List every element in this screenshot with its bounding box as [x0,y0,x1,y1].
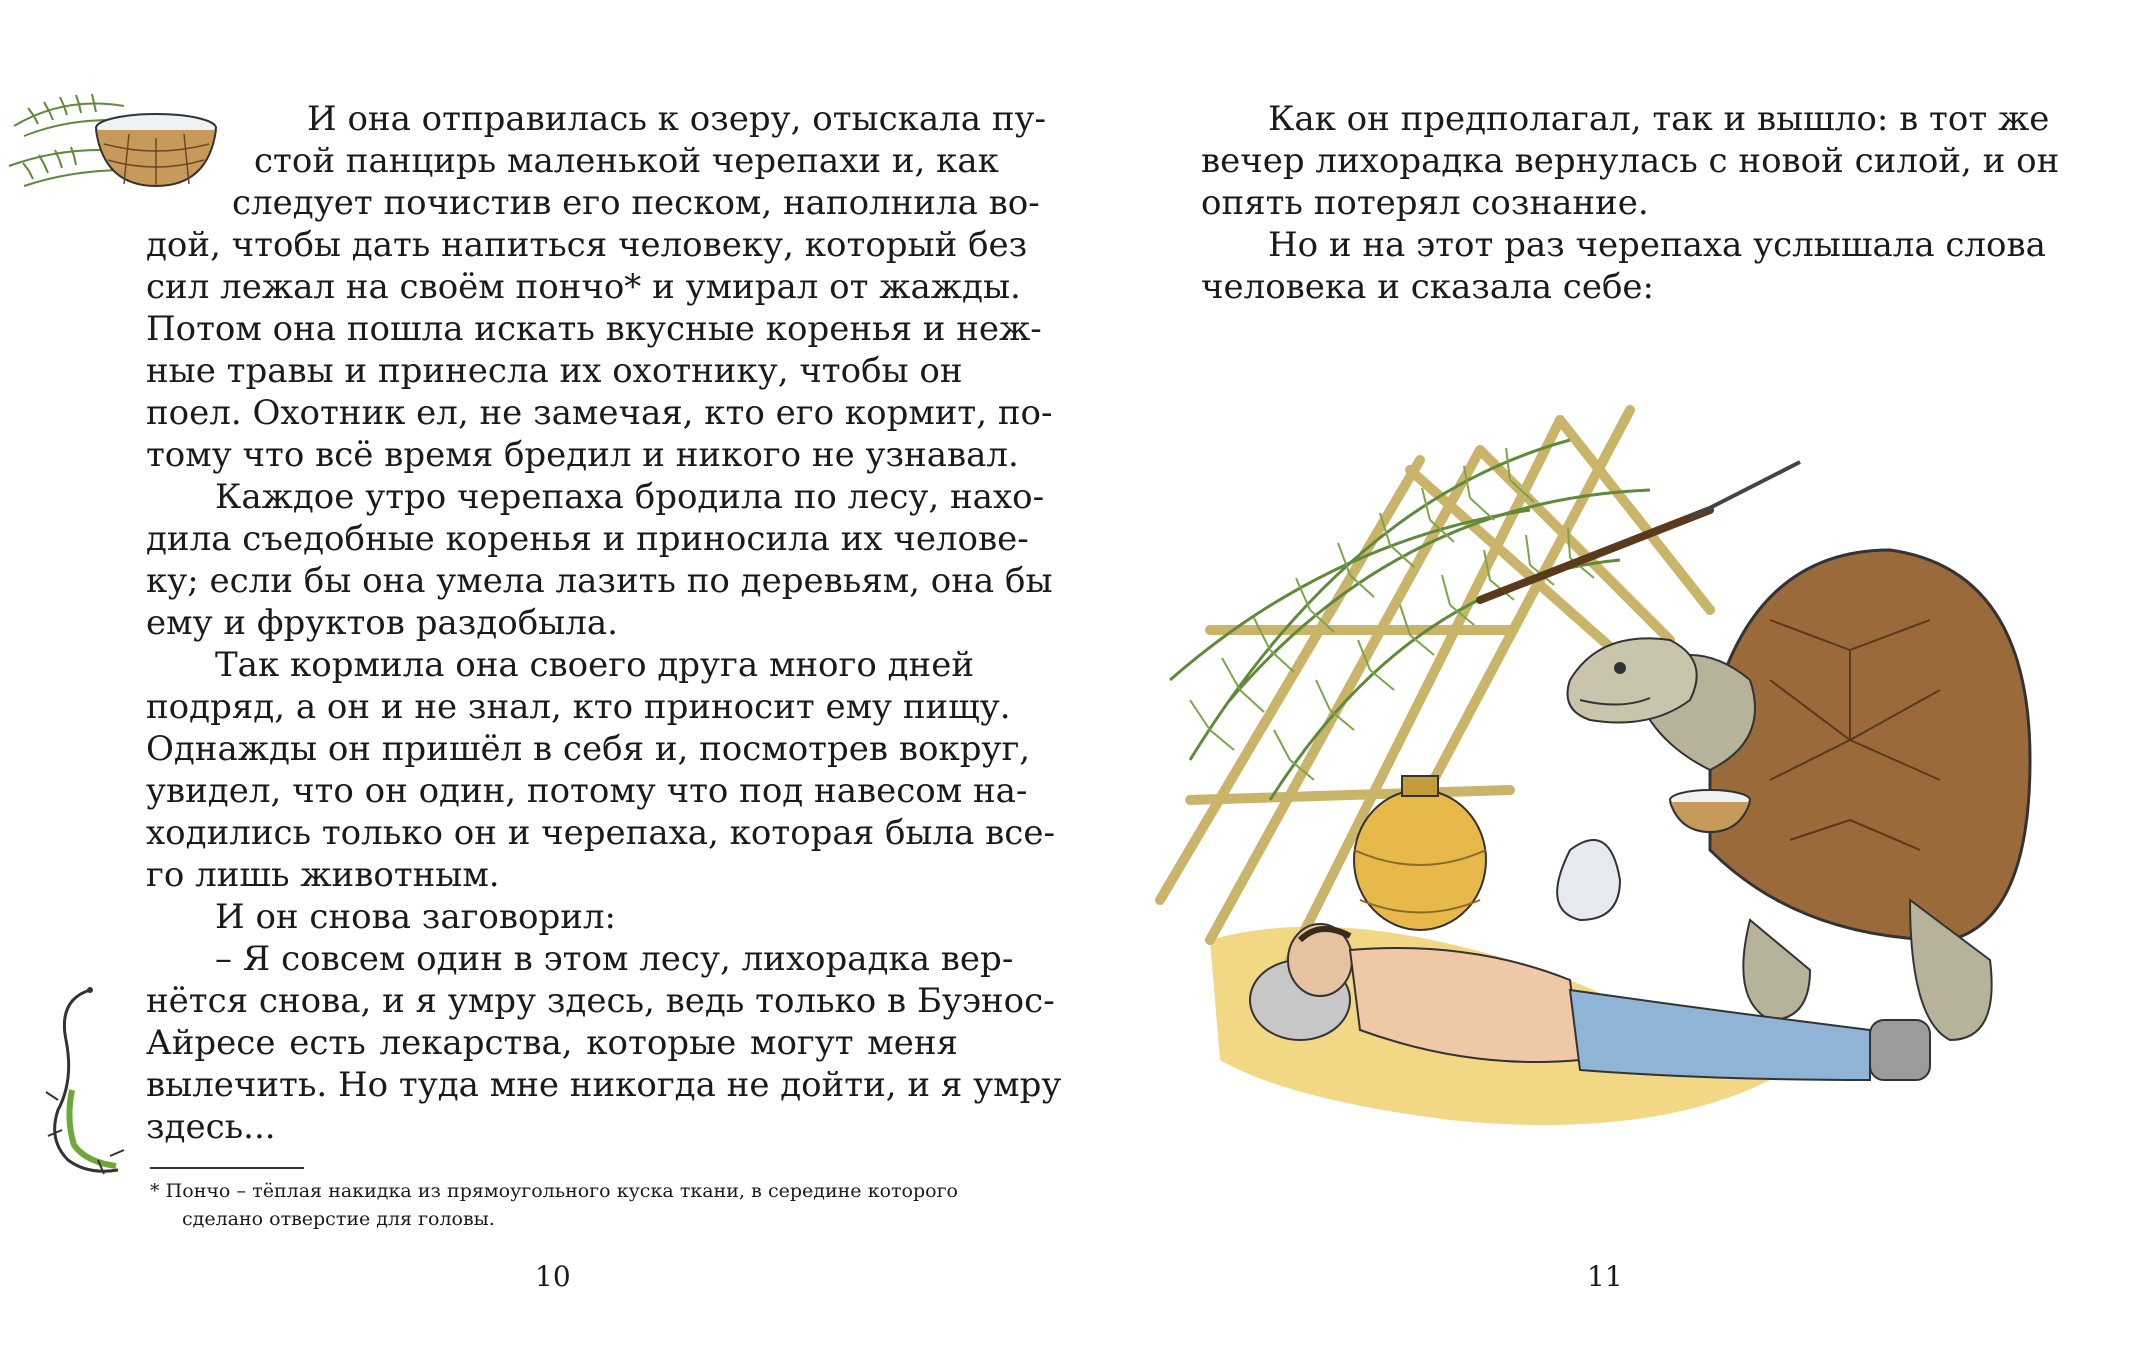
text-line: нётся снова, и я умру здесь, ведь только в Буэнос- [146,981,1055,1021]
text-line: ему и фруктов раздобыла. [146,603,618,643]
page-number-left: 10 [535,1260,571,1293]
footnote-line: * Пончо – тёплая накидка из прямоугольного куска ткани, в середине которого [150,1180,958,1202]
text-line: Как он предполагал, так и вышло: в тот же [1268,99,2050,139]
text-line: тому что всё время бредил и никого не узнавал. [146,435,1019,475]
text-line: дой, чтобы дать напиться человеку, который без [146,225,1028,265]
bowl-illustration [4,86,224,196]
text-line: ходились только он и черепаха, которая была все- [146,813,1055,853]
text-line: Так кормила она своего друга много дней [215,645,974,685]
text-line: человека и сказала себе: [1201,267,1654,307]
text-line: опять потерял сознание. [1201,183,1649,223]
text-line: И он снова заговорил: [215,897,616,937]
text-line: вылечить. Но туда мне никогда не дойти, и я умру [146,1065,1062,1105]
text-line: Но и на этот раз черепаха услышала слова [1268,225,2046,265]
text-line: следует почистив его песком, наполнила во- [232,183,1040,223]
text-line: дила съедобные коренья и приносила их челове- [146,519,1029,559]
text-line: подряд, а он и не знал, кто приносит ему пищу. [146,687,1011,727]
footnote-rule [150,1167,304,1169]
text-line: сил лежал на своём пончо* и умирал от жажды. [146,267,1021,307]
right-page [1068,0,2136,1349]
text-line: вечер лихорадка вернулась с новой силой, и он [1201,141,2060,181]
text-line: го лишь животным. [146,855,500,895]
text-line: поел. Охотник ел, не замечая, кто его кормит, по- [146,393,1053,433]
footnote-line: сделано отверстие для головы. [182,1208,495,1230]
text-line: ку; если бы она умела лазить по деревьям, она бы [146,561,1053,601]
tortoise-hunter-illustration [1150,380,2050,1160]
text-line: – Я совсем один в этом лесу, лихорадка вер- [215,939,1014,979]
text-line: здесь... [146,1107,276,1147]
text-line: Айресе есть лекарства, которые могут меня [146,1023,958,1063]
page-number-right: 11 [1587,1260,1623,1293]
text-line: ные травы и принесла их охотнику, чтобы он [146,351,963,391]
text-line: увидел, что он один, потому что под навесом на- [146,771,1028,811]
text-line: стой панцирь маленькой черепахи и, как [254,141,999,181]
text-line: Каждое утро черепаха бродила по лесу, нахо- [215,477,1045,517]
text-line: И она отправилась к озеру, отыскала пу- [307,99,1046,139]
text-line: Однажды он пришёл в себя и, посмотрев вокруг, [146,729,1031,769]
text-line: Потом она пошла искать вкусные коренья и неж- [146,309,1042,349]
lizard-illustration [28,980,148,1190]
